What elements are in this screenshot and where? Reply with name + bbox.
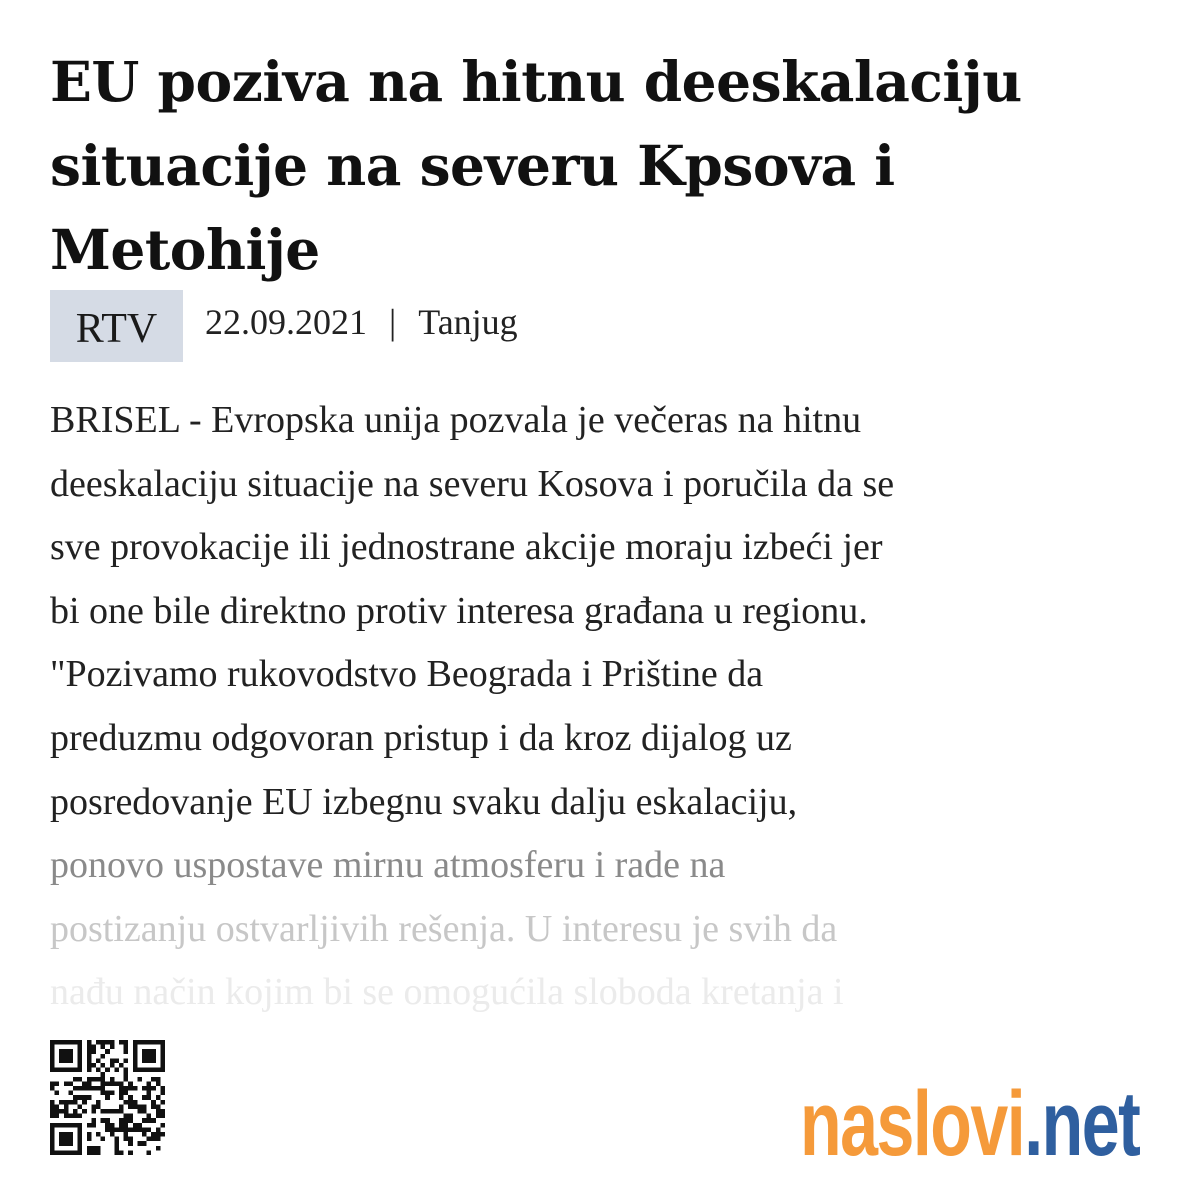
logo-text-net: .net <box>1024 1073 1140 1175</box>
article-body-line: bi one bile direktno protiv interesa građana u regionu. <box>50 589 868 632</box>
article-body-line: "Pozivamo rukovodstvo Beograda i Prištine da <box>50 653 764 696</box>
article-meta <box>50 290 518 362</box>
logo-text-naslovi: naslovi <box>800 1073 1025 1175</box>
article-headline: EU poziva na hitnu deeskalaciju situacije na severu Kpsova i Metohije <box>50 49 1022 282</box>
qr-code-icon[interactable] <box>50 1040 165 1155</box>
article-body-line: preduzmu odgovoran pristup i da kroz dijalog uz <box>50 716 792 759</box>
article-body-line: deeskalaciju situacije na severu Kosova i poručila da se <box>50 462 895 505</box>
article-body-line: posredovanje EU izbegnu svaku dalju eskalaciju, <box>50 780 798 823</box>
publish-date: 22.09.2021 <box>205 302 367 342</box>
news-agency: Tanjug <box>418 302 518 342</box>
article-body <box>50 389 1160 1025</box>
article-body-line: nađu način kojim bi se omogućila sloboda kretanja i <box>50 971 844 1014</box>
article-body-line: ponovo uspostave mirnu atmosferu i rade na <box>50 844 726 887</box>
article-body-line: BRISEL - Evropska unija pozvala je večeras na hitnu <box>50 399 862 441</box>
article-body-line: postizanju ostvarljivih rešenja. U interesu je svih da <box>50 907 838 950</box>
naslovi-net-logo[interactable] <box>800 1060 1140 1175</box>
meta-separator: | <box>389 302 397 342</box>
source-badge: RTV <box>50 290 183 362</box>
article-body-line: sve provokacije ili jednostrane akcije moraju izbeći jer <box>50 526 883 569</box>
